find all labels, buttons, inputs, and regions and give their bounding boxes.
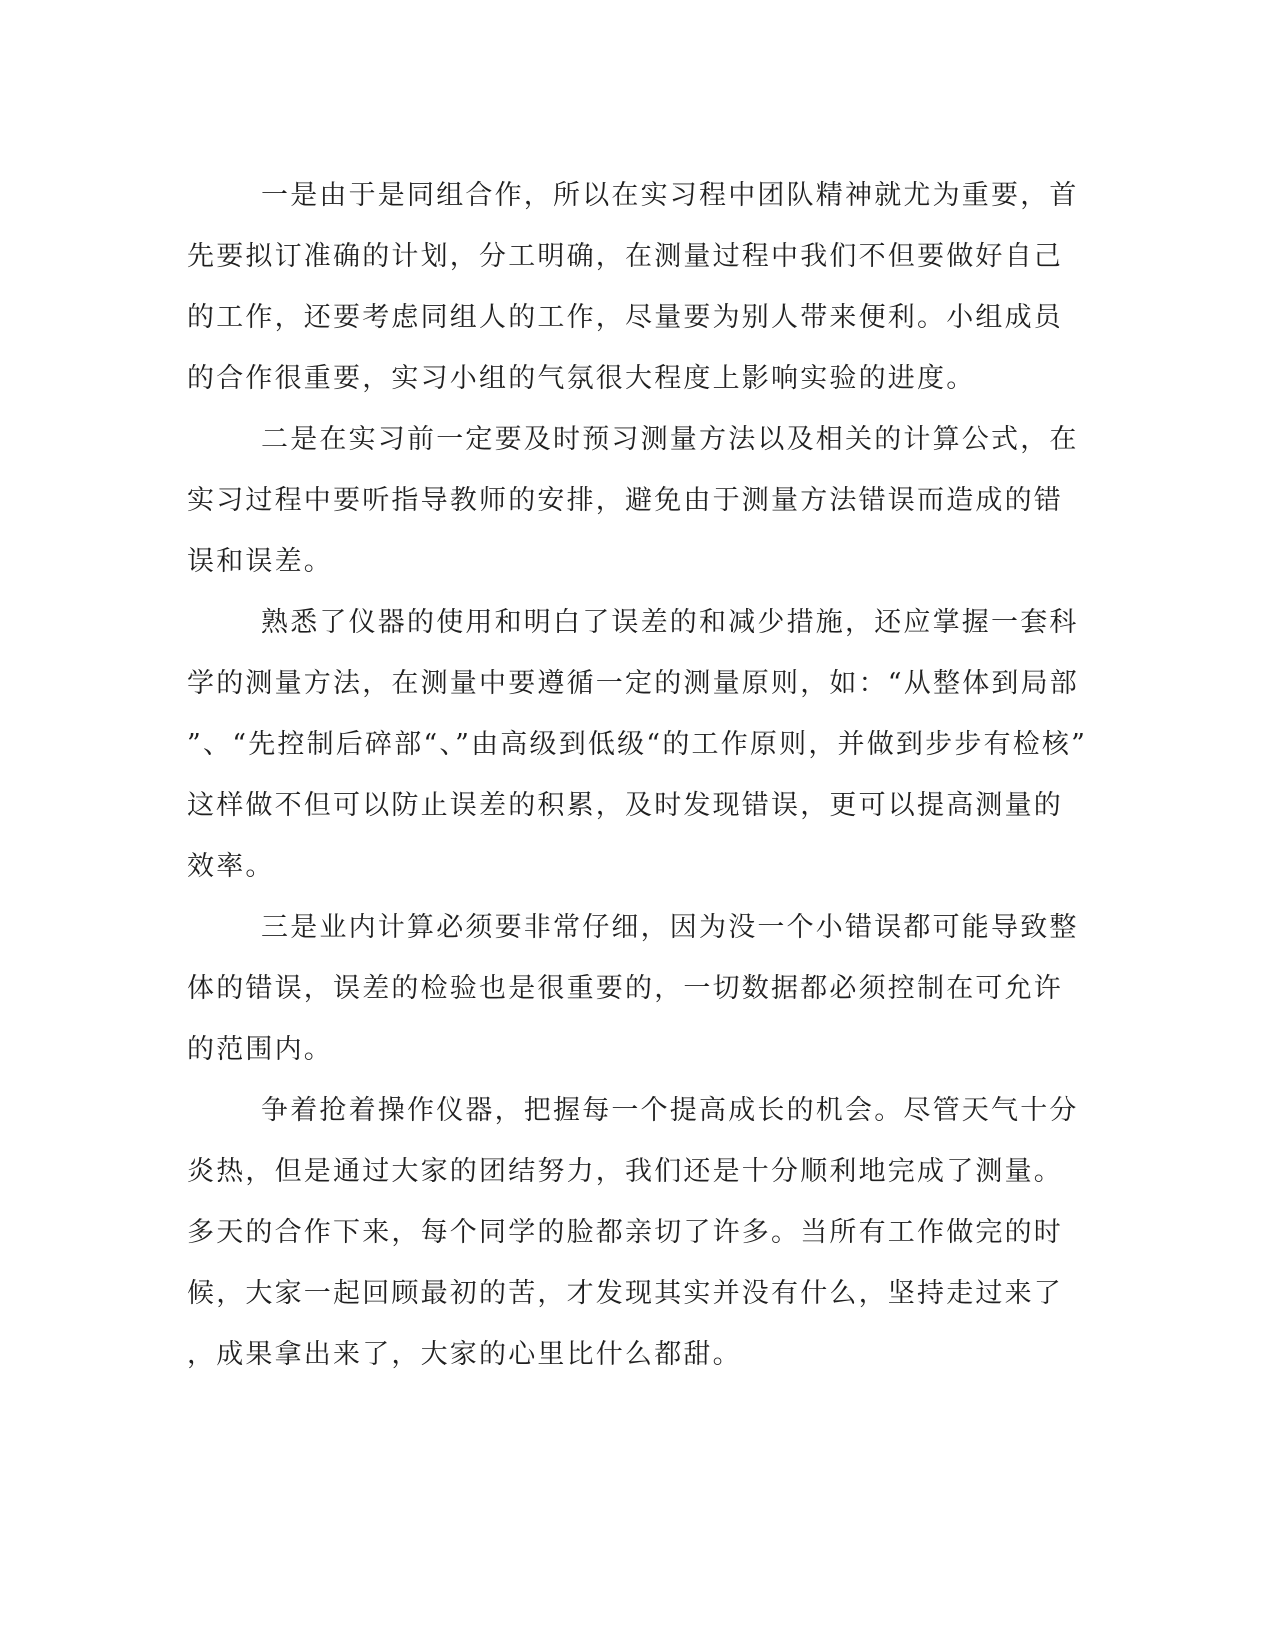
paragraph-3 [187, 592, 1088, 897]
paragraph-line: 多天的合作下来，每个同学的脸都亲切了许多。当所有工作做完的时 [187, 1217, 1063, 1248]
paragraph-5 [187, 1080, 1079, 1385]
paragraph-line: 误和误差。 [187, 546, 333, 577]
paragraph-line: 实习过程中要听指导教师的安排，避免由于测量方法错误而造成的错 [187, 485, 1063, 516]
paragraph-line: 二是在实习前一定要及时预习测量方法以及相关的计算公式，在 [261, 424, 1079, 455]
paragraph-line: 争着抢着操作仪器，把握每一个提高成长的机会。尽管天气十分 [261, 1095, 1079, 1126]
paragraph-1 [187, 165, 1079, 409]
document-body [187, 165, 1088, 1385]
paragraph-line: 先要拟订准确的计划，分工明确，在测量过程中我们不但要做好自己 [187, 241, 1063, 272]
paragraph-line: 的合作很重要，实习小组的气氛很大程度上影响实验的进度。 [187, 363, 976, 394]
paragraph-line: 炎热，但是通过大家的团结努力，我们还是十分顺利地完成了测量。 [187, 1156, 1063, 1187]
paragraph-line: ，成果拿出来了，大家的心里比什么都甜。 [187, 1339, 742, 1370]
paragraph-line: 这样做不但可以防止误差的积累，及时发现错误，更可以提高测量的 [187, 790, 1063, 821]
paragraph-line: 学的测量方法，在测量中要遵循一定的测量原则，如：“从整体到局部 [187, 668, 1080, 699]
paragraph-line: 效率。 [187, 851, 275, 882]
paragraph-line: 候，大家一起回顾最初的苦，才发现其实并没有什么，坚持走过来了 [187, 1278, 1063, 1309]
paragraph-2 [187, 409, 1079, 592]
paragraph-line: 熟悉了仪器的使用和明白了误差的和减少措施，还应掌握一套科 [261, 607, 1079, 638]
paragraph-4 [187, 897, 1079, 1080]
paragraph-line: 三是业内计算必须要非常仔细，因为没一个小错误都可能导致整 [261, 912, 1079, 943]
paragraph-line: 的工作，还要考虑同组人的工作，尽量要为别人带来便利。小组成员 [187, 302, 1063, 333]
paragraph-line: ”、“先控制后碎部“、”由高级到低级“的工作原则，并做到步步有检核” [187, 729, 1088, 760]
paragraph-line: 体的错误，误差的检验也是很重要的，一切数据都必须控制在可允许 [187, 973, 1063, 1004]
paragraph-line: 的范围内。 [187, 1034, 333, 1065]
paragraph-line: 一是由于是同组合作，所以在实习程中团队精神就尤为重要，首 [261, 180, 1079, 211]
